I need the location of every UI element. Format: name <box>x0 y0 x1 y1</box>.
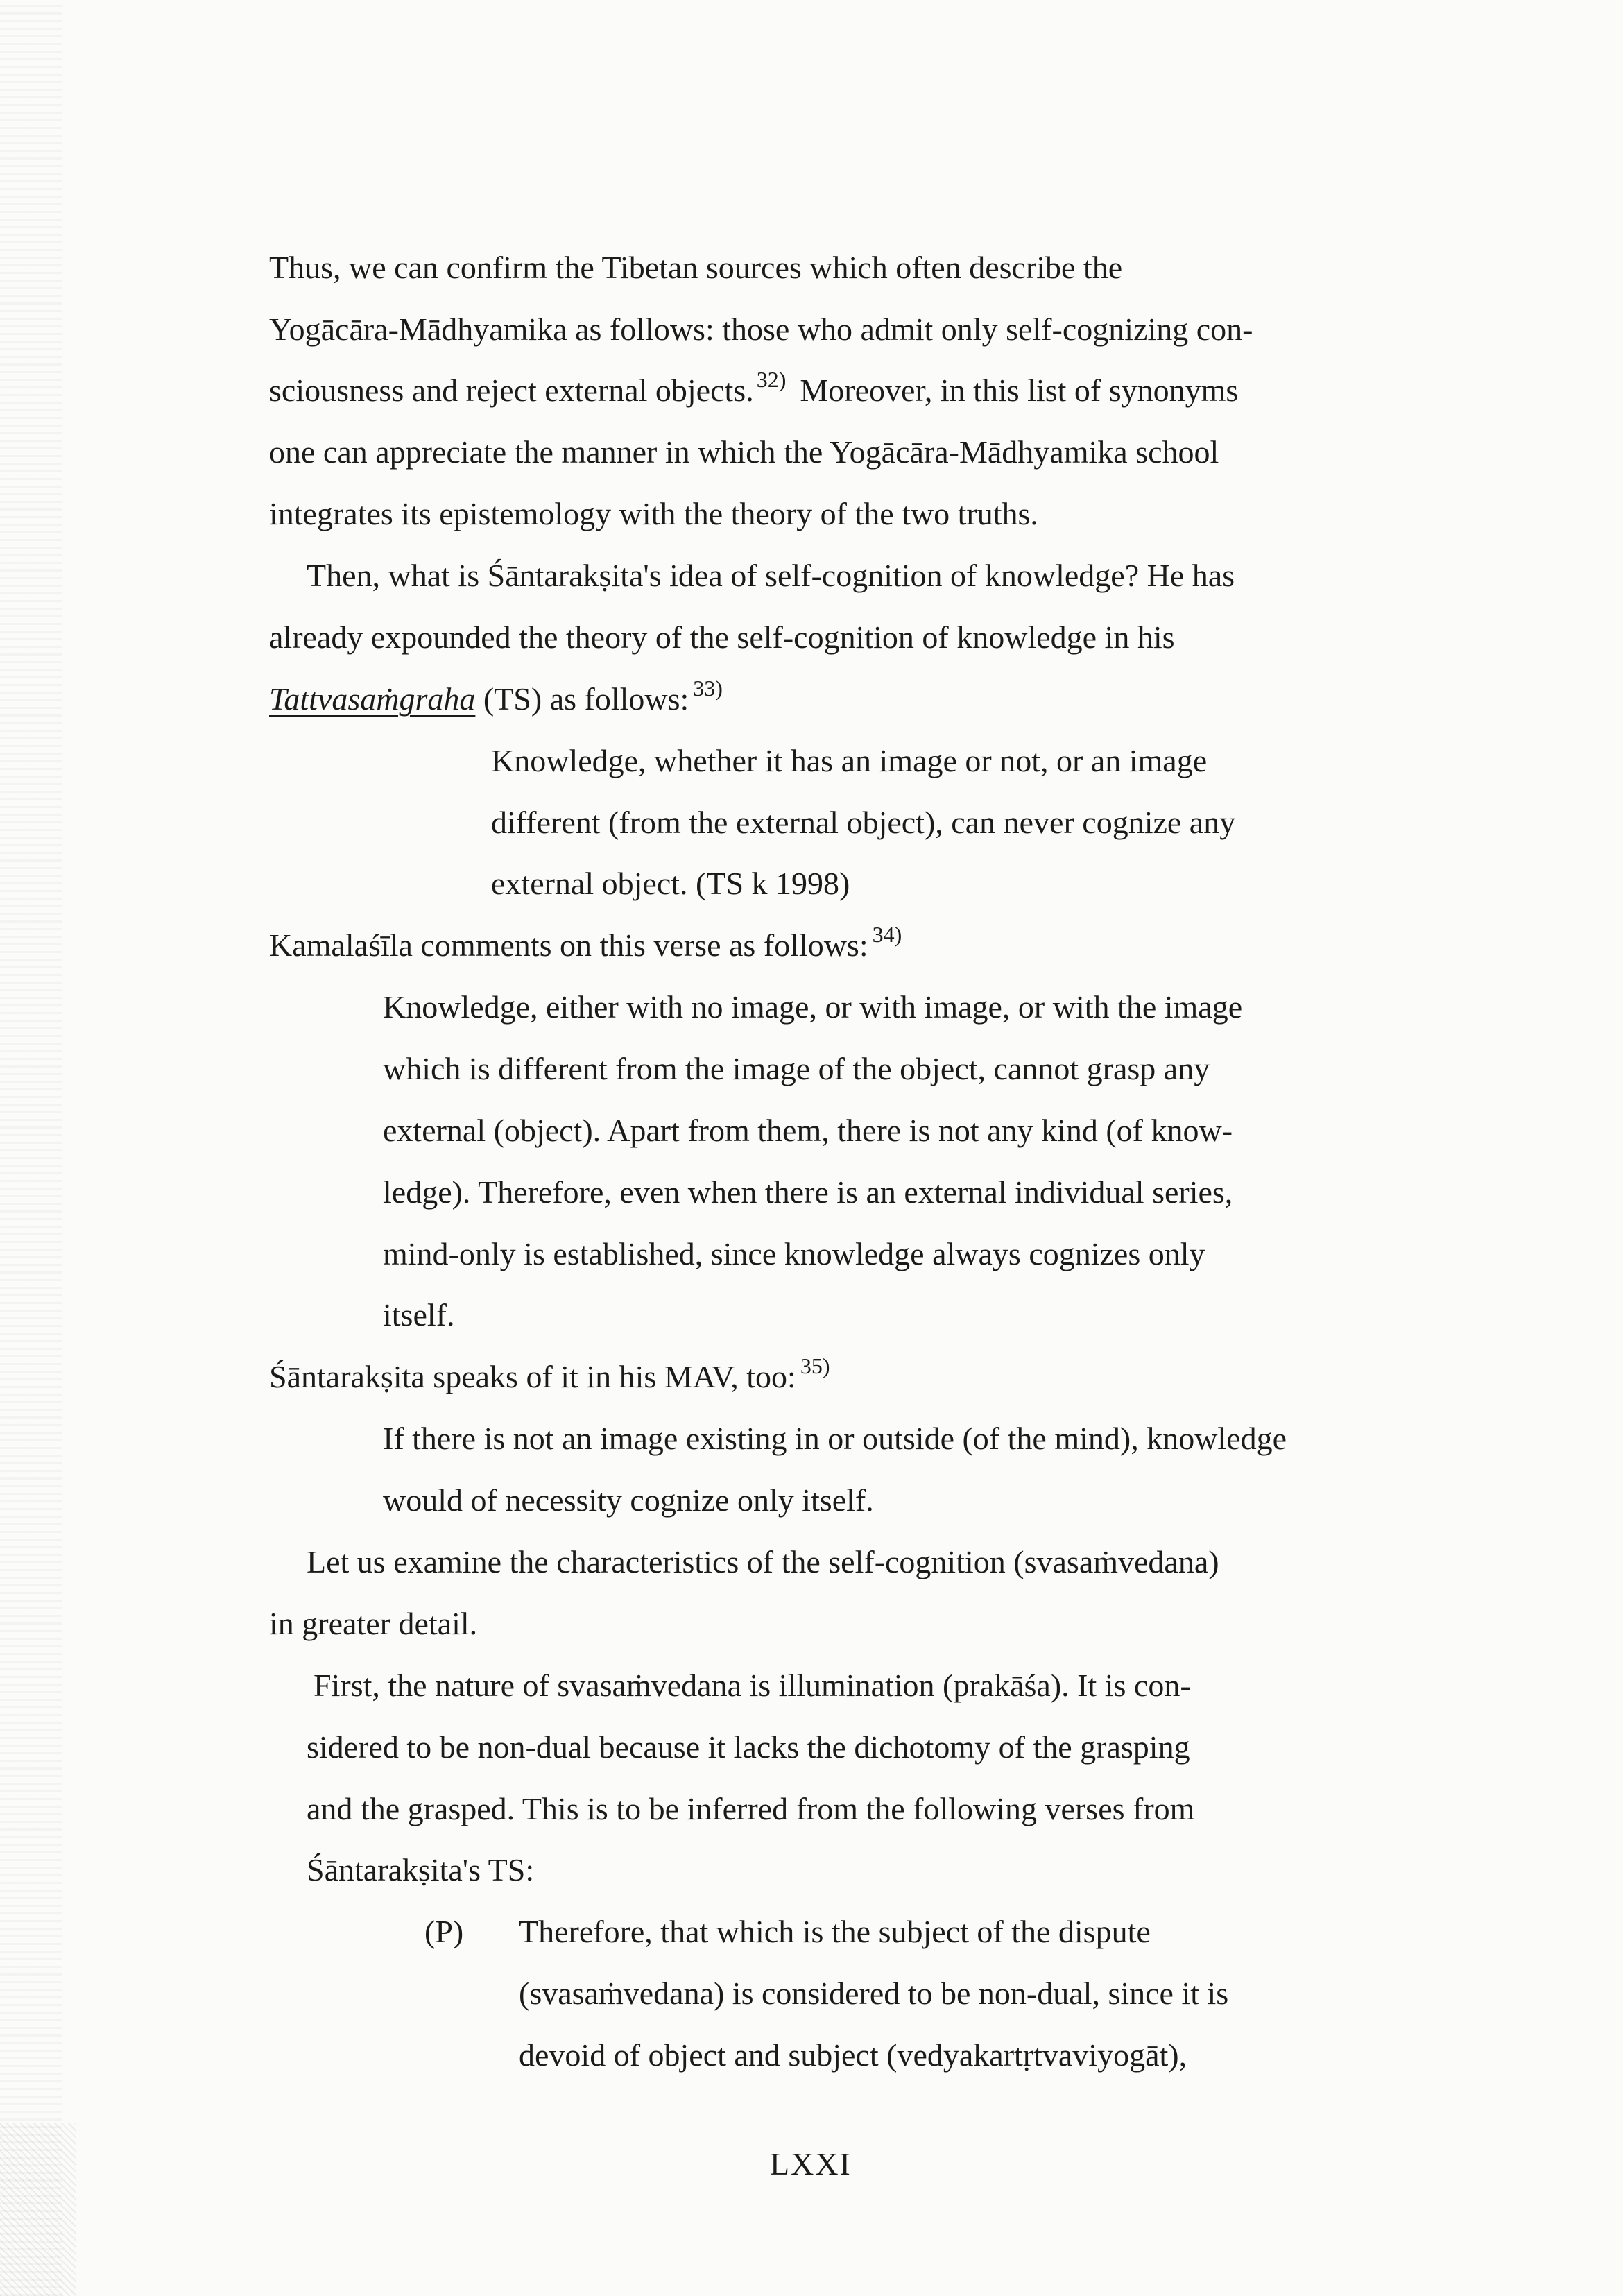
paragraph-line: Yogācāra-Mādhyamika as follows: those who admit only self-cognizing con- <box>269 311 1253 347</box>
paragraph-line: one can appreciate the manner in which the Yogācāra-Mādhyamika school <box>269 434 1219 470</box>
quote-line: Knowledge, either with no image, or with image, or with the image <box>383 989 1243 1025</box>
paragraph-line: First, the nature of svasaṁvedana is illumination (prakāśa). It is con- <box>314 1668 1191 1703</box>
paragraph-line: in greater detail. <box>269 1606 478 1641</box>
verse-line: devoid of object and subject (vedyakartṛtvaviyogāt), <box>519 2037 1187 2073</box>
quote-line: itself. <box>383 1297 455 1333</box>
footnote-ref-35[interactable]: 35) <box>800 1353 830 1378</box>
paragraph-text: sciousness and reject external objects. <box>269 372 754 408</box>
footnote-ref-34[interactable]: 34) <box>872 922 902 947</box>
paragraph-line <box>269 678 723 720</box>
paragraph-line: Let us examine the characteristics of the self-cognition (svasaṁvedana) <box>307 1544 1219 1579</box>
paragraph-line <box>269 367 1239 411</box>
verse-line: (svasaṁvedana) is considered to be non-dual, since it is <box>519 1976 1229 2011</box>
paragraph-text: Śāntarakṣita speaks of it in his MAV, too: <box>269 1359 796 1394</box>
verse-line: Therefore, that which is the subject of the dispute <box>519 1914 1151 1949</box>
paragraph-line <box>269 1353 830 1398</box>
paragraph-text: (TS) as follows: <box>475 681 689 717</box>
quote-line: would of necessity cognize only itself. <box>383 1482 874 1518</box>
paragraph-line <box>269 922 902 966</box>
page-number: LXXI <box>770 2146 852 2182</box>
footnote-ref-33[interactable]: 33) <box>693 676 723 701</box>
scan-edge-noise <box>0 0 62 2296</box>
verse-label: (P) <box>424 1914 464 1949</box>
work-title-tattvasamgraha: Tattvasaṁgraha <box>269 681 476 717</box>
quote-line: external object. (TS k 1998) <box>491 866 850 901</box>
paragraph-line: Śāntarakṣita's TS: <box>307 1852 535 1887</box>
paragraph-line: already expounded the theory of the self-cognition of knowledge in his <box>269 619 1175 655</box>
paragraph-text: Kamalaśīla comments on this verse as follows: <box>269 927 868 963</box>
quote-line: ledge). Therefore, even when there is an external individual series, <box>383 1174 1233 1210</box>
paragraph-line: Then, what is Śāntarakṣita's idea of self-cognition of knowledge? He has <box>307 558 1235 593</box>
scan-corner-noise <box>0 2123 76 2296</box>
paragraph-line: and the grasped. This is to be inferred from the following verses from <box>307 1791 1195 1826</box>
quote-line: external (object). Apart from them, there is not any kind (of know- <box>383 1113 1233 1148</box>
quote-line: different (from the external object), can never cognize any <box>491 805 1236 840</box>
paragraph-text: Moreover, in this list of synonyms <box>800 372 1239 408</box>
quote-line: mind-only is established, since knowledge always cognizes only <box>383 1236 1205 1271</box>
quote-line: which is different from the image of the object, cannot grasp any <box>383 1051 1210 1086</box>
quote-line: Knowledge, whether it has an image or not, or an image <box>491 743 1208 778</box>
footnote-ref-32[interactable]: 32) <box>756 367 787 392</box>
paragraph-line: Thus, we can confirm the Tibetan sources which often describe the <box>269 250 1123 285</box>
paragraph-line: integrates its epistemology with the theory of the two truths. <box>269 496 1038 531</box>
paragraph-line: sidered to be non-dual because it lacks the dichotomy of the grasping <box>307 1729 1190 1765</box>
quote-line: If there is not an image existing in or outside (of the mind), knowledge <box>383 1421 1287 1456</box>
